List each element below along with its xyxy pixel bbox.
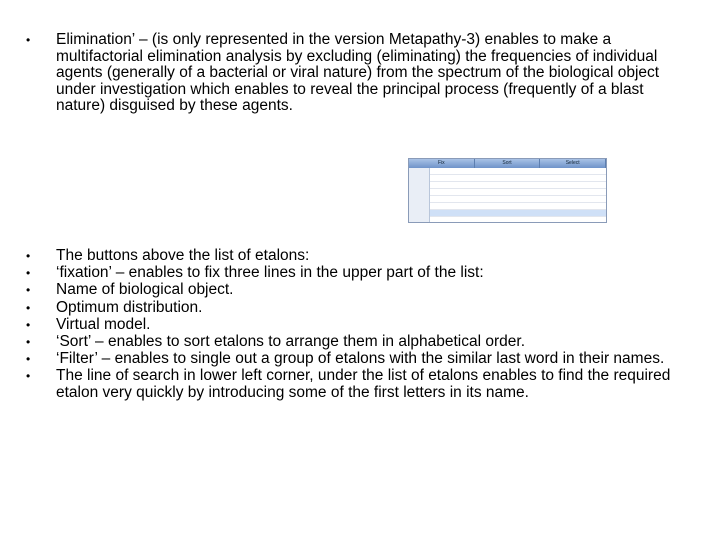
sort-text: ‘Sort’ – enables to sort etalons to arrange them in alphabetical order.: [56, 332, 526, 350]
bullet: •: [26, 249, 31, 263]
fix-header: Fix: [409, 159, 475, 168]
search-line-text: The line of search in lower left corner, under the list of etalons enables to find the required etalon very quickly by introducing some of the first letters in its name.: [56, 367, 671, 401]
table-row: [430, 182, 606, 189]
sort-header: Sort: [475, 159, 541, 168]
bullet: •: [26, 352, 31, 367]
list-item: [26, 248, 686, 265]
bullet: •: [26, 266, 31, 281]
optimum-text: Optimum distribution.: [56, 298, 203, 316]
buttons-intro-text: The buttons above the list of etalons:: [56, 247, 310, 264]
virtual-model-text: Virtual model.: [56, 315, 151, 333]
screenshot-rows: [430, 168, 606, 222]
select-header: Select: [540, 159, 606, 168]
list-item: [26, 32, 686, 115]
table-row: [430, 189, 606, 196]
buttons-section: [26, 248, 686, 402]
filter-text: ‘Filter’ – enables to single out a group of etalons with the similar last word in their names.: [56, 350, 665, 368]
table-row: [430, 168, 606, 175]
screenshot-sidebar: [409, 168, 430, 222]
table-row: [430, 196, 606, 203]
bullet: •: [26, 283, 31, 298]
list-item: [26, 334, 686, 351]
etalon-list-screenshot: [408, 158, 607, 223]
bullet: •: [26, 33, 31, 47]
table-row: [430, 203, 606, 210]
bullet: •: [26, 334, 31, 349]
screenshot-body: [409, 168, 606, 222]
list-item: [26, 317, 686, 334]
bullet: •: [26, 369, 31, 384]
screenshot-toolbar: [409, 159, 606, 168]
table-row: [430, 175, 606, 182]
list-item: [26, 300, 686, 317]
list-item: [26, 282, 686, 299]
table-row: [430, 217, 606, 223]
name-object-text: Name of biological object.: [56, 281, 234, 299]
table-row: [430, 210, 606, 217]
elimination-text: Elimination’ – (is only represented in the version Metapathy-3) enables to make a multifactorial elimination analysis by excluding (eliminating) the frequencies of individual agents (generally of a bacterial or viral nature) from the spectrum of the biological object under investigation which enables to reveal the principal process (frequently of a blast nature) disguised by these agents.: [56, 31, 660, 115]
list-item: [26, 368, 686, 401]
fixation-text: ‘fixation’ – enables to fix three lines in the upper part of the list:: [56, 264, 484, 282]
bullet: •: [26, 300, 31, 315]
bullet: •: [26, 317, 31, 332]
list-item: [26, 265, 686, 282]
list-item: [26, 351, 686, 368]
elimination-section: [26, 32, 686, 115]
